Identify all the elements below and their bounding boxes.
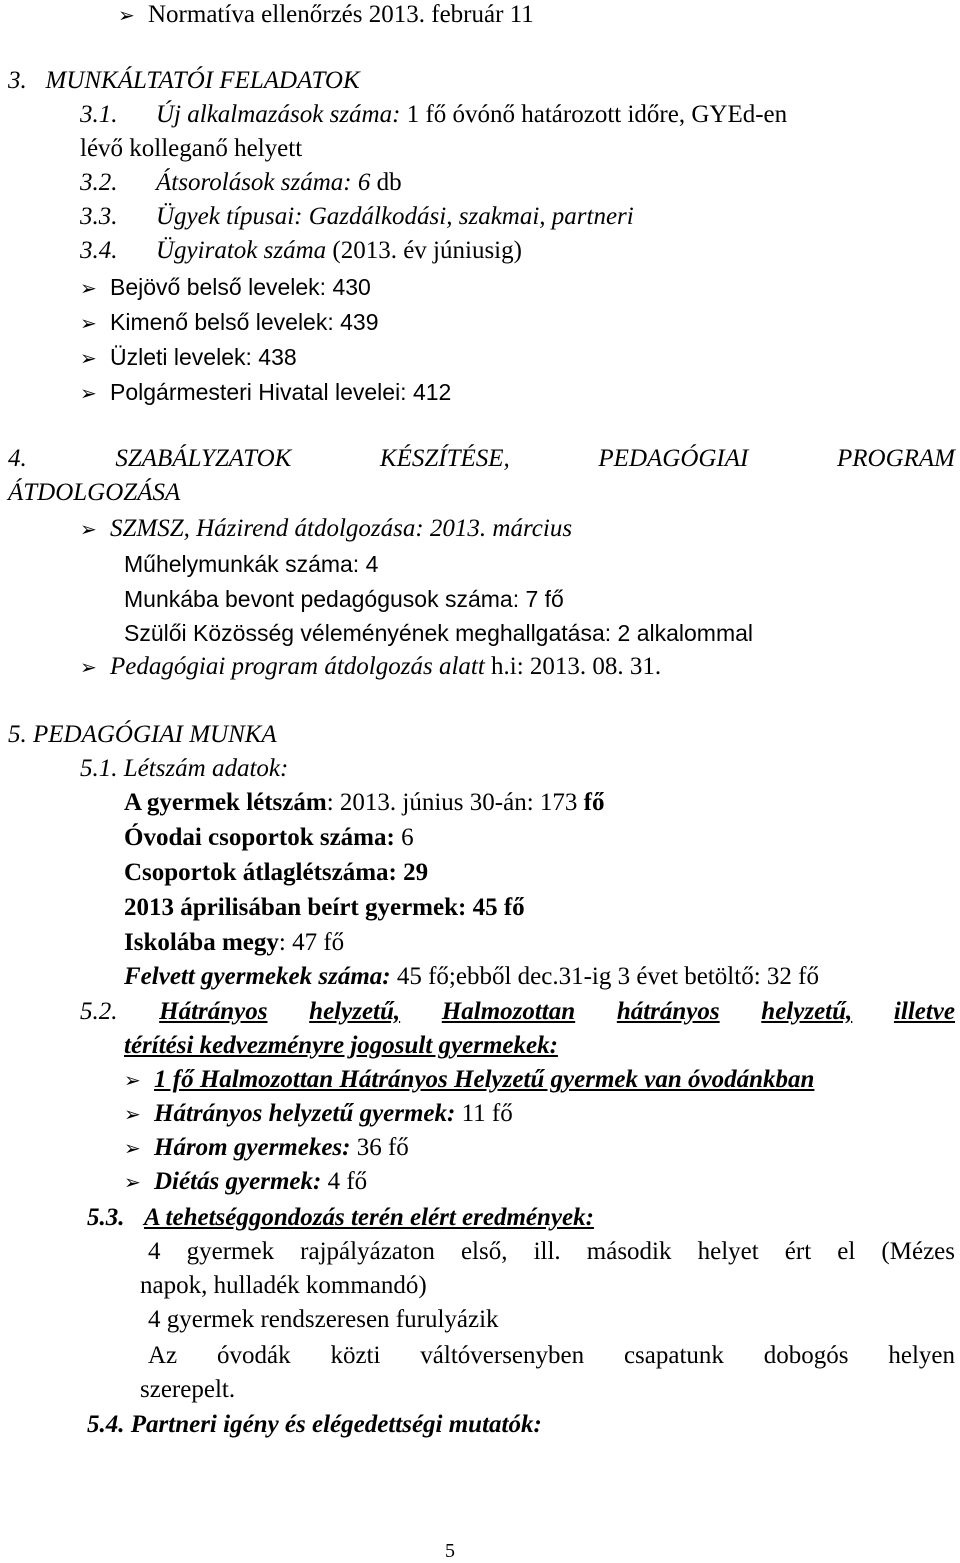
- talent-relay-cont: szerepelt.: [140, 1376, 236, 1403]
- admitted-line: [124, 962, 819, 992]
- disadv-item: [124, 1065, 814, 1095]
- three-children-value: 36 fő: [356, 1134, 409, 1161]
- letters-mayor-office: Polgármesteri Hivatal levelei: 412: [110, 379, 452, 405]
- section-5-4-number: 5.4.: [87, 1411, 125, 1438]
- section-3-1-number: 3.1.: [80, 101, 118, 128]
- section-3-1-label: Új alkalmazások száma:: [156, 101, 401, 128]
- section-5-2-heading: [80, 997, 955, 1027]
- arrow-bullet-icon: ➢: [124, 1068, 141, 1092]
- children-count-label: A gyermek létszám: [124, 789, 327, 816]
- talent-flute: 4 gyermek rendszeresen furulyázik: [148, 1306, 499, 1333]
- section-5-2-word: hátrányos: [616, 998, 720, 1025]
- section-5-2-word: helyzetű,: [761, 998, 853, 1025]
- letters-item: [80, 307, 379, 338]
- section-5-1-number: 5.1.: [80, 755, 118, 782]
- szmsz-line: [80, 514, 572, 544]
- section-3-2-value: db: [376, 169, 402, 196]
- normativa-line: [118, 0, 534, 30]
- disadv-label: Hátrányos helyzetű gyermek:: [154, 1100, 456, 1127]
- arrow-bullet-icon: ➢: [80, 381, 97, 405]
- admitted-label: Felvett gyermekek száma:: [124, 963, 391, 990]
- talent-drawing: 4 gyermek rajpályázaton első, ill. második helyet ért el (Mézes: [148, 1238, 955, 1265]
- children-count-value: : 2013. június 30-án: 173: [326, 789, 578, 816]
- section-3-2-number: 3.2.: [80, 169, 118, 196]
- section-5-2-heading-line2: térítési kedvezményre jogosult gyermekek:: [124, 1032, 558, 1059]
- section-5-1-label: Létszám adatok:: [123, 755, 289, 782]
- children-count-line: [124, 788, 604, 818]
- arrow-bullet-icon: ➢: [80, 655, 97, 679]
- section-5-2-word: Hátrányos: [159, 998, 268, 1025]
- diet-value: 4 fő: [327, 1168, 368, 1195]
- section-4-word: PEDAGÓGIAI: [598, 445, 749, 472]
- section-4-word: SZABÁLYZATOK: [115, 445, 292, 472]
- letters-item: [80, 342, 297, 373]
- average-group-size: Csoportok átlaglétszáma: 29: [124, 859, 429, 886]
- talent-relay: Az óvodák közti váltóversenyben csapatunk dobogós helyen: [148, 1342, 955, 1369]
- disadv-item: [124, 1099, 513, 1129]
- section-4-word: PROGRAM: [836, 445, 955, 472]
- children-count-unit: fő: [583, 789, 605, 816]
- arrow-bullet-icon: ➢: [124, 1170, 141, 1194]
- section-5-2-word: Halmozottan: [441, 998, 576, 1025]
- page-number: 5: [445, 1540, 455, 1562]
- workshop-count: Műhelymunkák száma: 4: [124, 551, 379, 577]
- section-3-1-continuation: lévő kolleganő helyett: [80, 135, 303, 162]
- section-3-2-label: Átsorolások száma: 6: [156, 169, 371, 196]
- section-4-heading-line2: ÁTDOLGOZÁSA: [8, 479, 181, 506]
- section-3-number: 3.: [8, 67, 27, 94]
- section-4-heading: [8, 444, 955, 474]
- section-3-3-line: [80, 202, 634, 232]
- groups-label: Óvodai csoportok száma:: [124, 824, 395, 851]
- arrow-bullet-icon: ➢: [124, 1102, 141, 1126]
- arrow-bullet-icon: ➢: [118, 3, 135, 27]
- arrow-bullet-icon: ➢: [124, 1136, 141, 1160]
- section-5-3-label: A tehetséggondozás terén elért eredmények:: [144, 1204, 594, 1231]
- workshop-parents: Szülői Közösség véleményének meghallgatása: 2 alkalommal: [124, 620, 754, 646]
- talent-drawing-cont: napok, hulladék kommandó): [140, 1272, 427, 1299]
- letters-incoming: Bejövő belső levelek: 430: [110, 274, 371, 300]
- section-4-number: 4.: [8, 445, 27, 472]
- section-3-1-value: 1 fő óvónő határozott időre, GYEd-en: [406, 101, 788, 128]
- normativa-text: Normatíva ellenőrzés 2013. február 11: [148, 1, 534, 28]
- section-5-heading: [8, 720, 277, 750]
- disadv-item: [124, 1167, 367, 1197]
- szmsz-label: SZMSZ, Házirend átdolgozása: 2013. március: [110, 515, 573, 542]
- admitted-value: 45 fő;ebből dec.31-ig 3 évet betöltő: 32 fő: [396, 963, 819, 990]
- letters-item: [80, 377, 451, 408]
- school-value: : 47 fő: [278, 929, 345, 956]
- section-3-2-line: [80, 168, 402, 198]
- section-5-3-heading: [87, 1203, 594, 1233]
- section-3-3-label: Ügyek típusai: Gazdálkodási, szakmai, partneri: [156, 203, 634, 230]
- section-3-1-line: [80, 100, 787, 130]
- april-enrolment: 2013 áprilisában beírt gyermek: 45 fő: [124, 894, 525, 921]
- section-5-4-heading: [87, 1410, 542, 1440]
- pedprog-line: [80, 652, 661, 682]
- pedprog-value: h.i: 2013. 08. 31.: [491, 653, 662, 680]
- section-5-title: PEDAGÓGIAI MUNKA: [33, 721, 277, 748]
- section-4-word: KÉSZÍTÉSE,: [379, 445, 510, 472]
- groups-value: 6: [401, 824, 414, 851]
- section-3-4-number: 3.4.: [80, 237, 118, 264]
- section-5-number: 5.: [8, 721, 27, 748]
- letters-item: [80, 272, 371, 303]
- arrow-bullet-icon: ➢: [80, 311, 97, 335]
- workshop-teachers: Munkába bevont pedagógusok száma: 7 fő: [124, 586, 564, 612]
- school-label: Iskolába megy: [124, 929, 279, 956]
- disadv-item: [124, 1133, 409, 1163]
- school-line: [124, 928, 344, 958]
- section-3-heading: [8, 66, 360, 96]
- arrow-bullet-icon: ➢: [80, 346, 97, 370]
- section-5-3-number: 5.3.: [87, 1204, 125, 1231]
- letters-business: Üzleti levelek: 438: [110, 344, 297, 370]
- section-3-3-number: 3.3.: [80, 203, 118, 230]
- pedprog-label: Pedagógiai program átdolgozás alatt: [110, 653, 485, 680]
- disadv-multiple: 1 fő Halmozottan Hátrányos Helyzetű gyermek van óvodánkban: [154, 1066, 815, 1093]
- three-children-label: Három gyermekes:: [154, 1134, 351, 1161]
- section-5-2-word: illetve: [893, 998, 955, 1025]
- section-5-1-line: [80, 754, 288, 784]
- section-5-2-number: 5.2.: [80, 998, 118, 1025]
- diet-label: Diétás gyermek:: [154, 1168, 322, 1195]
- groups-line: [124, 823, 414, 853]
- section-5-4-label: Partneri igény és elégedettségi mutatók:: [130, 1411, 542, 1438]
- letters-outgoing: Kimenő belső levelek: 439: [110, 309, 379, 335]
- section-5-2-word: helyzetű,: [309, 998, 401, 1025]
- section-3-4-label: Ügyiratok száma: [156, 237, 327, 264]
- arrow-bullet-icon: ➢: [80, 276, 97, 300]
- disadv-value: 11 fő: [461, 1100, 513, 1127]
- arrow-bullet-icon: ➢: [80, 517, 97, 541]
- section-3-4-line: [80, 236, 522, 266]
- section-3-title: MUNKÁLTATÓI FELADATOK: [45, 67, 360, 94]
- section-3-4-value: (2013. év júniusig): [332, 237, 522, 264]
